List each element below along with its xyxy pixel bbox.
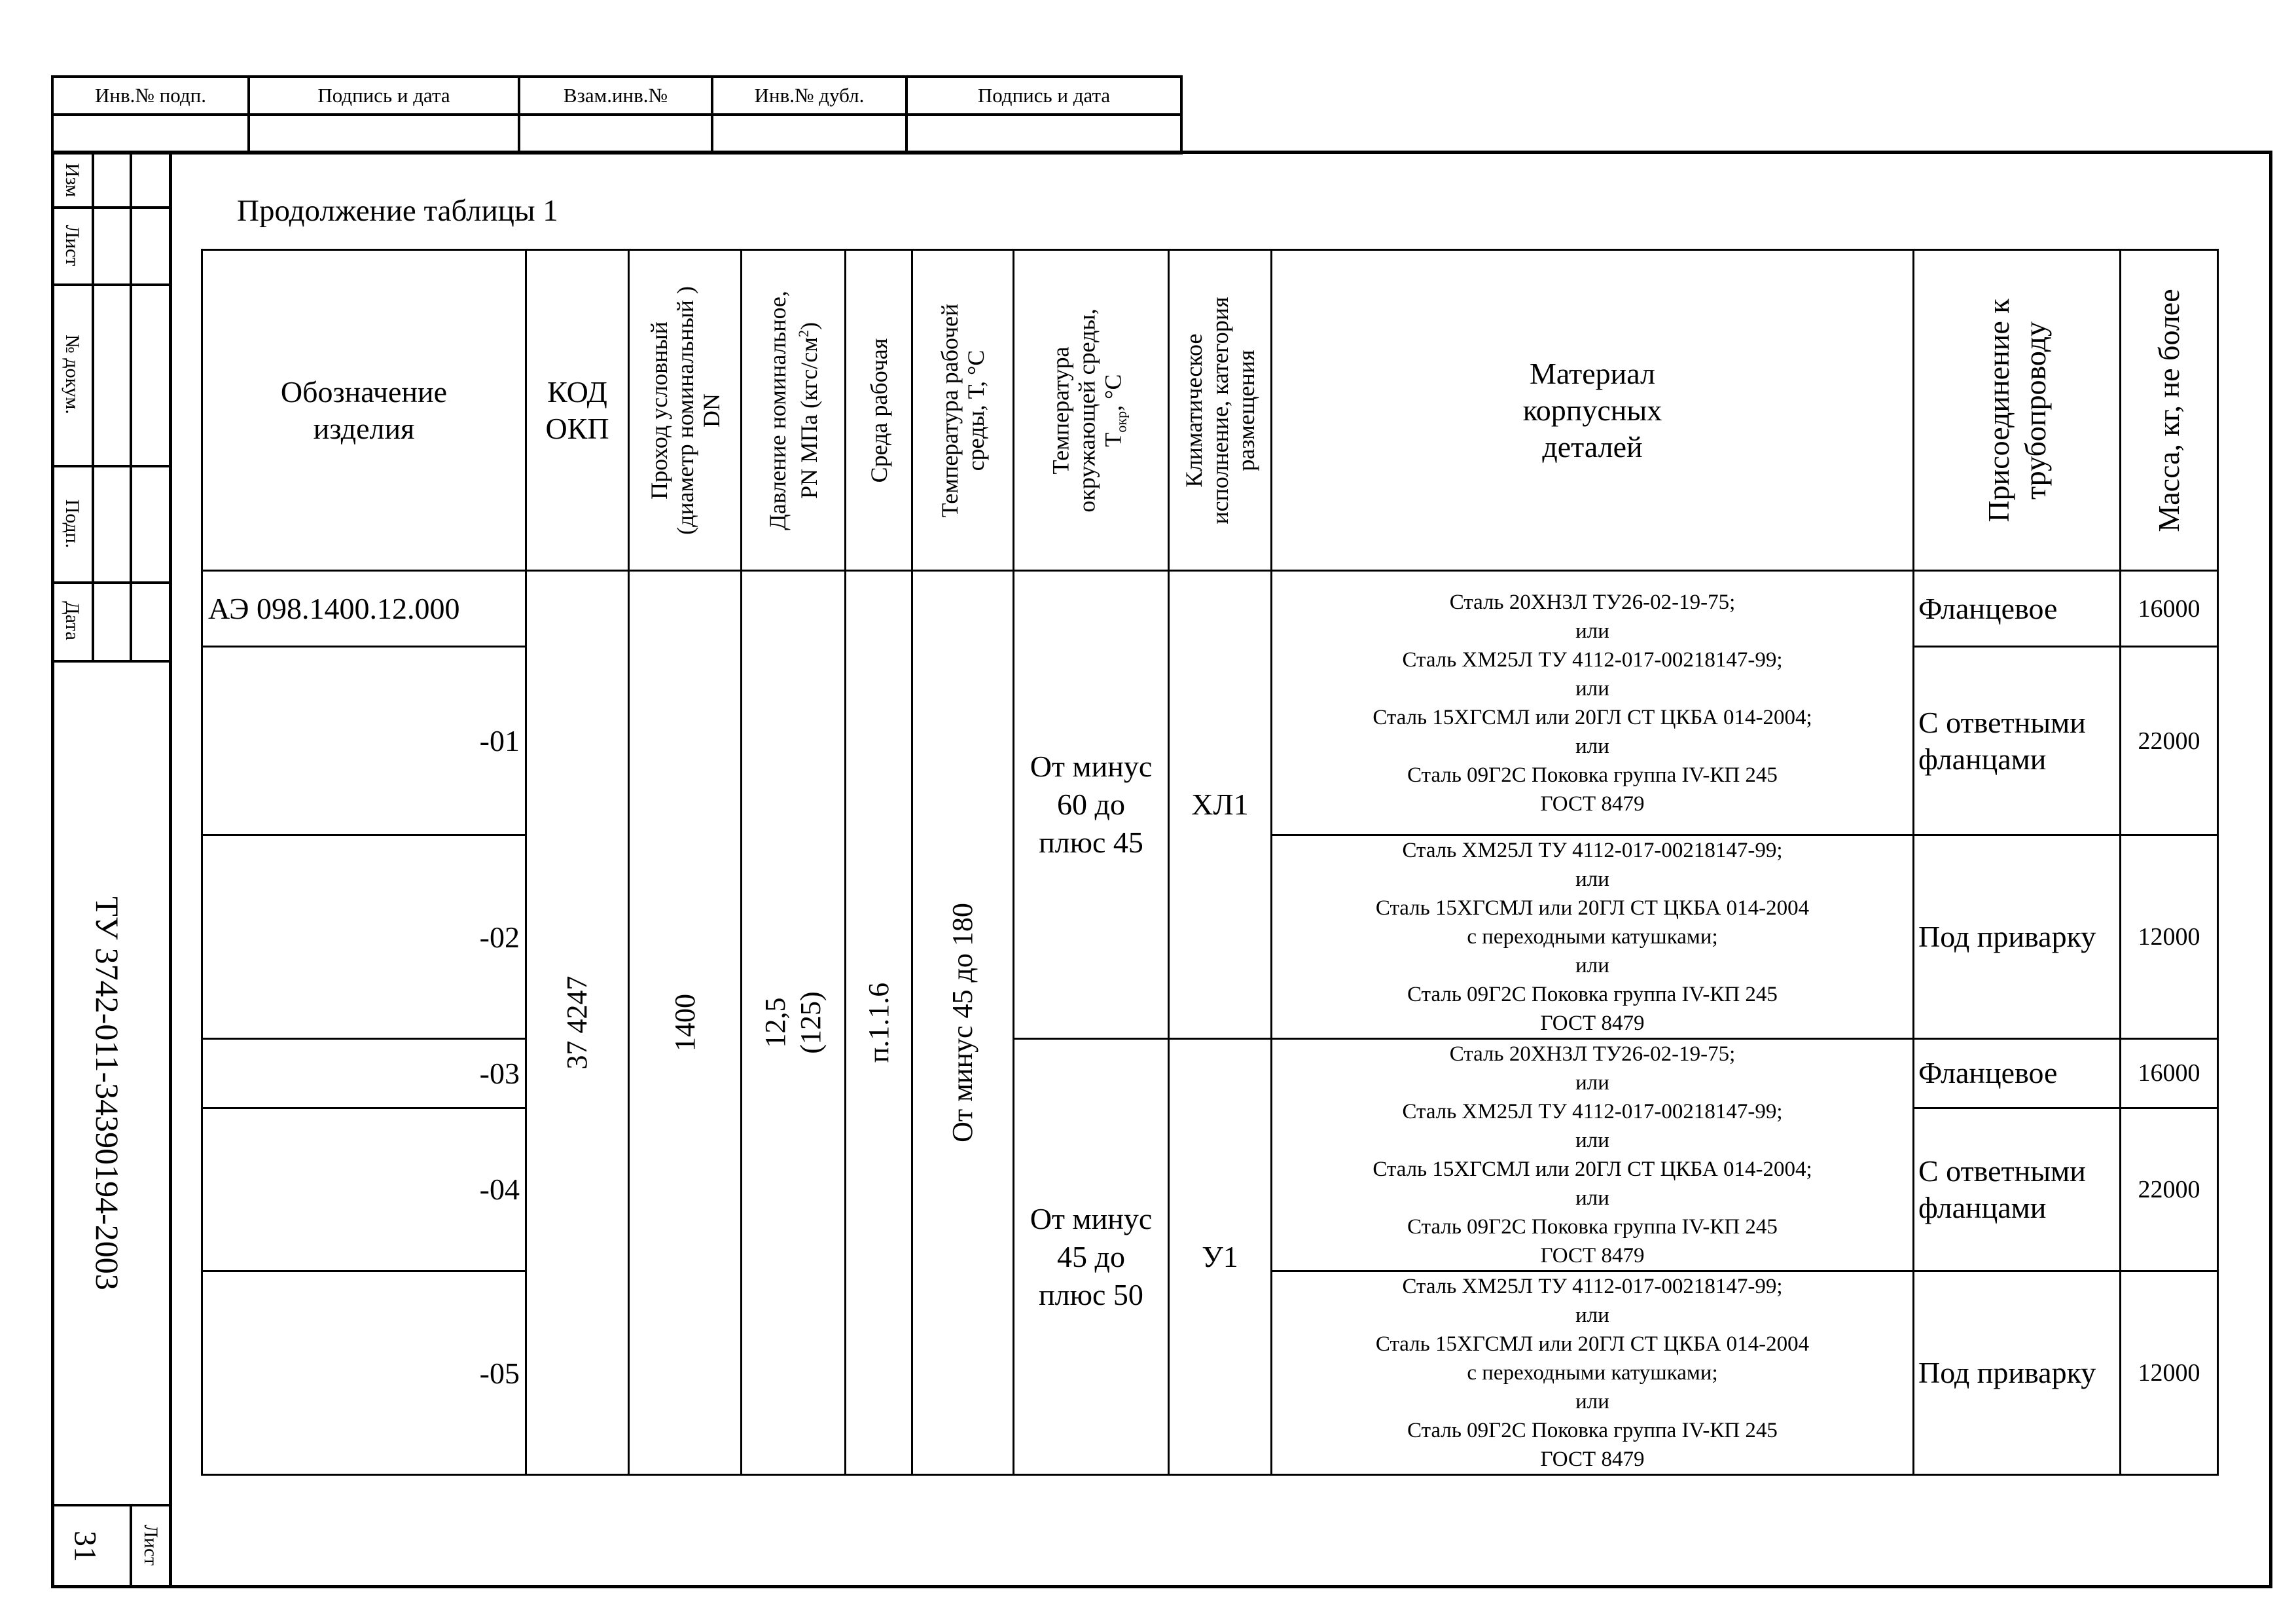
row-connection-l2: фланцами [1918, 742, 2047, 776]
stamp-empty-4 [712, 115, 906, 153]
material-d-l3: с переходными катушками; [1467, 1361, 1718, 1385]
row-connection [1914, 647, 2121, 835]
header-pn-sup: 2 [795, 329, 812, 337]
medium-value: п.1.1.6 [862, 982, 895, 1063]
material-a-l7: ГОСТ 8479 [1540, 792, 1645, 816]
row-mass: 12000 [2121, 835, 2218, 1039]
label-list: Лист [62, 225, 83, 266]
material-c-l1: или [1575, 1071, 1609, 1095]
material-b-l0: Сталь ХМ25Л ТУ 4112-017-00218147-99; [1402, 839, 1783, 862]
header-climate-l3: размещения [1233, 349, 1259, 471]
header-env-temperature [1014, 250, 1169, 571]
header-pn-l2: PN МПа (кгс/см [796, 337, 822, 499]
material-a [1272, 571, 1914, 835]
row-connection-l2: фланцами [1918, 1190, 2047, 1224]
stamp-podpis-data-2: Подпись и дата [906, 77, 1181, 115]
row-connection [1914, 1039, 2121, 1108]
stamp-podpis-data-1: Подпись и дата [249, 77, 519, 115]
env-g2-l1: От минус [1030, 1201, 1153, 1235]
row-mass: 22000 [2121, 1108, 2218, 1271]
row-connection-l1: Фланцевое [1918, 1056, 2058, 1090]
dn-cell [629, 571, 742, 1475]
material-d-l1: или [1575, 1304, 1609, 1327]
material-b [1272, 835, 1914, 1039]
material-d-l0: Сталь ХМ25Л ТУ 4112-017-00218147-99; [1402, 1275, 1783, 1298]
row-connection-l1: Фланцевое [1918, 591, 2058, 625]
left-strip-h1 [52, 206, 170, 209]
header-pn-end: ) [796, 321, 822, 330]
header-mass [2121, 250, 2218, 571]
env-g1-l1: От минус [1030, 750, 1153, 783]
material-c-l0: Сталь 20ХН3Л ТУ26-02-19-75; [1449, 1042, 1736, 1066]
left-strip-h2 [52, 283, 170, 286]
header-material-l3: деталей [1542, 429, 1643, 464]
header-connection-l2: трубопроводу [2018, 321, 2052, 500]
label-podp: Подп. [62, 499, 83, 549]
header-designation-text: Обозначение изделия [280, 374, 448, 445]
header-dn [629, 250, 742, 571]
header-pn [742, 250, 846, 571]
header-mass-text: Масса, кг, не более [2152, 288, 2185, 532]
material-a-l3: или [1575, 676, 1609, 701]
material-c-l3: или [1575, 1129, 1609, 1152]
env-g1-l2: 60 до [1057, 788, 1125, 821]
header-pn-l1: Давление номинальное, [764, 290, 791, 530]
pn-cell [742, 571, 846, 1475]
env-g2-l3: плюс 50 [1039, 1277, 1143, 1311]
material-a-l1: или [1575, 619, 1609, 643]
header-climate [1169, 250, 1272, 571]
header-temp-l1: Температура рабочей [937, 303, 963, 517]
material-a-l0: Сталь 20ХН3Л ТУ26-02-19-75; [1449, 590, 1736, 614]
row-designation: -02 [202, 835, 526, 1039]
header-climate-l2: исполнение, категория [1207, 296, 1233, 524]
left-strip-h5 [52, 660, 170, 663]
row-mass: 16000 [2121, 571, 2218, 647]
material-b-l1: или [1575, 867, 1609, 891]
left-strip-h4 [52, 581, 170, 584]
spec-table [201, 249, 2219, 1476]
left-strip-divider-sheet [130, 1505, 132, 1586]
material-d-l6: ГОСТ 8479 [1540, 1448, 1645, 1471]
row-mass: 12000 [2121, 1271, 2218, 1475]
doc-code: ТУ 3742-011-34390194-2003 [89, 896, 126, 1290]
stamp-vzam-inv: Взам.инв.№ [519, 77, 712, 115]
material-b-l6: ГОСТ 8479 [1540, 1012, 1645, 1035]
material-c-l6: Сталь 09Г2С Поковка группа IV-КП 245 [1407, 1215, 1778, 1239]
row-designation: -03 [202, 1039, 526, 1108]
stamp-empty-5 [906, 115, 1181, 153]
material-a-l2: Сталь ХМ25Л ТУ 4112-017-00218147-99; [1402, 647, 1783, 672]
row-connection [1914, 835, 2121, 1039]
row-connection-l1: С ответными [1918, 1154, 2086, 1188]
material-c-l7: ГОСТ 8479 [1540, 1244, 1645, 1267]
okp-code-cell [526, 571, 629, 1475]
row-connection-l1: Под приварку [1918, 1356, 2096, 1389]
row-designation: -05 [202, 1271, 526, 1475]
row-connection-l1: Под приварку [1918, 920, 2096, 953]
header-connection [1914, 250, 2121, 571]
left-strip-divider-a [92, 152, 94, 663]
material-c [1272, 1039, 1914, 1271]
row-designation: -01 [202, 647, 526, 835]
header-okp-text: КОД ОКП [545, 374, 609, 445]
row-mass: 16000 [2121, 1039, 2218, 1108]
header-temperature [912, 250, 1014, 571]
header-dn-l2: (диаметр номинальный ) [672, 285, 698, 535]
stamp-inv-dubl: Инв.№ дубл. [712, 77, 906, 115]
header-env-l3-sub: окр [1113, 410, 1130, 433]
header-connection-l1: Присоединение к [1981, 298, 2015, 522]
material-a-l4: Сталь 15ХГСМЛ или 20ГЛ СТ ЦКБА 014-2004; [1372, 705, 1812, 729]
row-connection [1914, 571, 2121, 647]
row-connection-l1: С ответными [1918, 705, 2086, 739]
material-b-l3: с переходными катушками; [1467, 925, 1718, 949]
material-d-l2: Сталь 15ХГСМЛ или 20ГЛ СТ ЦКБА 014-2004 [1375, 1332, 1810, 1356]
header-dn-l3: DN [698, 393, 725, 428]
header-medium [846, 250, 912, 571]
sheet-number: 31 [67, 1531, 103, 1562]
temperature-value: От минус 45 до 180 [946, 903, 978, 1142]
sheet-label: Лист [140, 1524, 162, 1566]
header-env-l3-post: , °С [1100, 373, 1126, 411]
env-g2-l2: 45 до [1057, 1239, 1125, 1273]
row-connection [1914, 1271, 2121, 1475]
okp-code: 37 4247 [561, 976, 593, 1070]
header-material-l2: корпусных [1522, 393, 1662, 427]
material-d [1272, 1271, 1914, 1475]
env-g1-l3: плюс 45 [1039, 826, 1143, 859]
material-c-l4: Сталь 15ХГСМЛ или 20ГЛ СТ ЦКБА 014-2004; [1372, 1158, 1812, 1181]
material-b-l2: Сталь 15ХГСМЛ или 20ГЛ СТ ЦКБА 014-2004 [1375, 896, 1810, 920]
header-climate-l1: Климатическое [1181, 333, 1207, 487]
row-designation: АЭ 098.1400.12.000 [202, 571, 526, 647]
header-dn-l1: Проход условный [645, 321, 672, 500]
climate-group-1: ХЛ1 [1169, 571, 1272, 1039]
stamp-inv-podl: Инв.№ подп. [52, 77, 249, 115]
header-env-l2: окружающей среды, [1073, 308, 1100, 513]
left-strip-h3 [52, 465, 170, 467]
row-mass: 22000 [2121, 647, 2218, 835]
stamp-strip [51, 75, 1183, 155]
material-c-l2: Сталь ХМ25Л ТУ 4112-017-00218147-99; [1402, 1100, 1783, 1123]
left-strip-divider-b [130, 152, 132, 663]
header-okp [526, 250, 629, 571]
left-strip-h6 [52, 1504, 170, 1506]
climate-group-2: У1 [1169, 1039, 1272, 1475]
material-b-l5: Сталь 09Г2С Поковка группа IV-КП 245 [1407, 983, 1778, 1006]
row-connection [1914, 1108, 2121, 1271]
label-izm: Изм [62, 162, 83, 198]
material-b-l4: или [1575, 954, 1609, 977]
header-env-l1: Температура [1047, 346, 1074, 474]
pn-value-l2: (125) [795, 991, 827, 1054]
material-d-l4: или [1575, 1390, 1609, 1413]
label-data: Дата [62, 601, 83, 640]
dn-value: 1400 [668, 994, 701, 1051]
header-env-l3-pre: Т [1100, 432, 1126, 447]
material-a-l5: или [1575, 734, 1609, 758]
header-material-l1: Материал [1529, 356, 1656, 390]
temperature-cell [912, 571, 1014, 1475]
medium-cell [846, 571, 912, 1475]
table-caption: Продолжение таблицы 1 [237, 194, 558, 228]
header-material [1272, 250, 1914, 571]
label-n-dokum: № докум. [62, 335, 83, 414]
stamp-empty-3 [519, 115, 712, 153]
row-designation: -04 [202, 1108, 526, 1271]
env-temp-group-2 [1014, 1039, 1169, 1475]
header-medium-text: Среда рабочая [865, 338, 892, 483]
stamp-empty-1 [52, 115, 249, 153]
material-c-l5: или [1575, 1186, 1609, 1210]
pn-value-l1: 12,5 [759, 997, 791, 1048]
material-a-l6: Сталь 09Г2С Поковка группа IV-КП 245 [1407, 763, 1778, 787]
env-temp-group-1 [1014, 571, 1169, 1039]
stamp-empty-2 [249, 115, 519, 153]
header-designation [202, 250, 526, 571]
header-temp-l2: среды, Т, °С [963, 350, 989, 471]
material-d-l5: Сталь 09Г2С Поковка группа IV-КП 245 [1407, 1419, 1778, 1442]
